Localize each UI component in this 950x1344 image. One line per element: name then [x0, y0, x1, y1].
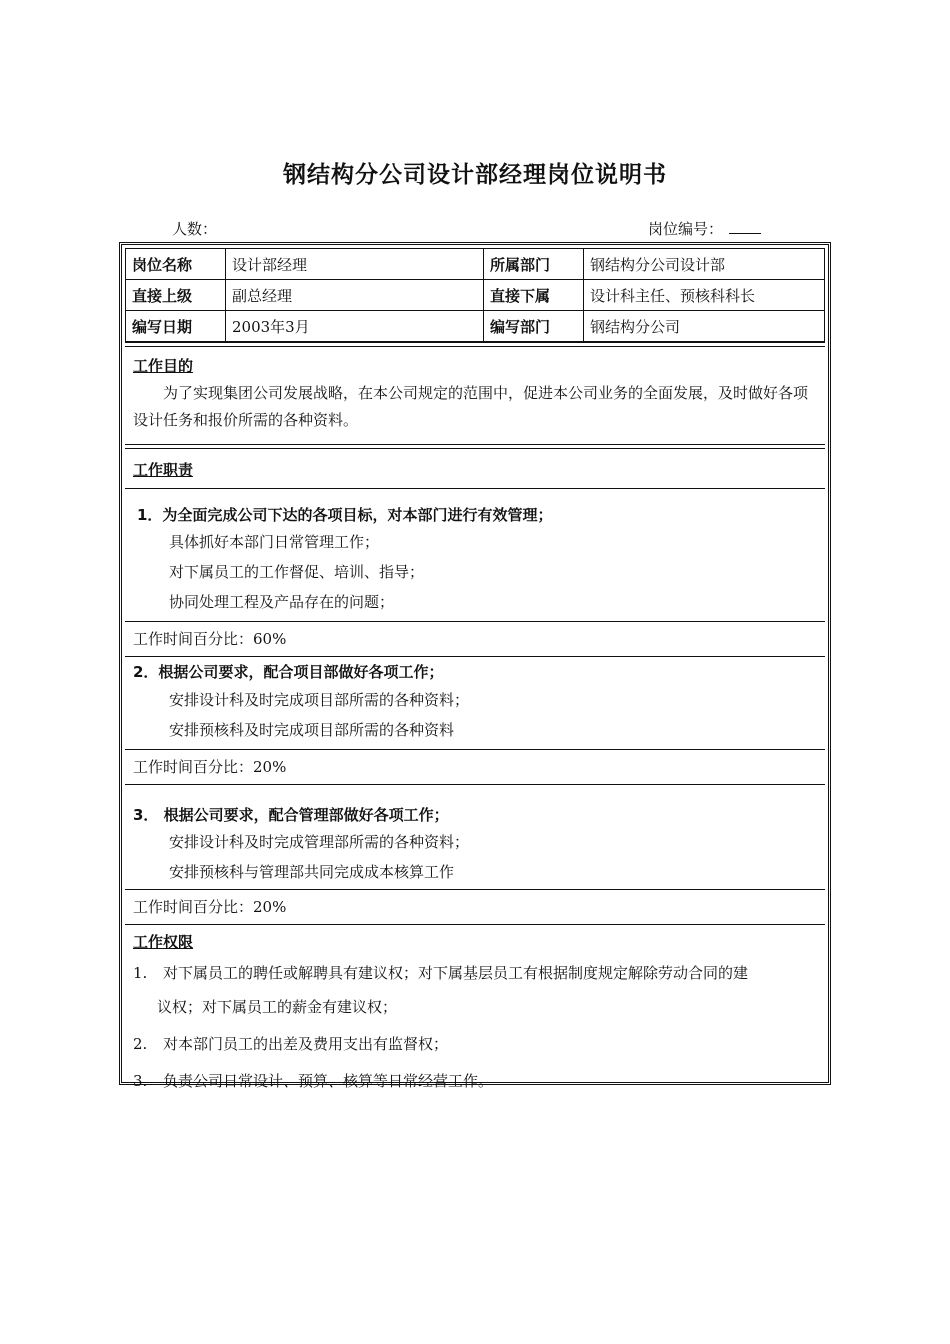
duties-heading: 工作职责 [125, 449, 825, 489]
authority-number: 1. [133, 964, 148, 982]
duties-section [125, 449, 825, 925]
authority-text: 对下属员工的聘任或解聘具有建议权；对下属基层员工有根据制度规定解除劳动合同的建 [163, 964, 749, 982]
authority-text: 负责公司日常设计、预算、核算等日常经营工作。 [163, 1072, 494, 1090]
info-label: 所属部门 [484, 249, 584, 280]
work-time-percent: 工作时间百分比：60% [125, 621, 825, 657]
position-no-label: 岗位编号： [648, 220, 724, 238]
authority-item [125, 1064, 825, 1098]
bullet-icon [133, 685, 169, 715]
work-time-percent: 工作时间百分比：20% [125, 749, 825, 785]
bullet-text: 安排预核科及时完成项目部所需的各种资料 [169, 721, 455, 739]
bullet-icon [133, 587, 169, 617]
info-row [126, 249, 825, 280]
duty-block [125, 785, 825, 925]
info-value: 2003年3月 [226, 311, 484, 342]
info-label: 编写部门 [484, 311, 584, 342]
bullet-text: 安排设计科及时完成管理部所需的各种资料； [169, 833, 470, 851]
duty-title: 1．为全面完成公司下达的各项目标，对本部门进行有效管理； [137, 506, 553, 524]
position-no-field [648, 218, 761, 239]
authority-text: 对本部门员工的出差及费用支出有监督权； [163, 1035, 449, 1053]
info-row [126, 311, 825, 342]
info-value: 副总经理 [226, 280, 484, 311]
bullet-text: 对下属员工的工作督促、培训、指导； [169, 563, 425, 581]
authority-item [125, 956, 825, 990]
info-value: 钢结构分公司设计部 [584, 249, 825, 280]
info-value: 设计科主任、预核科科长 [584, 280, 825, 311]
duty-bullet [125, 587, 825, 621]
duty-bullet [125, 857, 825, 889]
info-label: 编写日期 [126, 311, 226, 342]
info-row [126, 280, 825, 311]
info-table [125, 248, 825, 342]
headcount-label: 人数： [172, 220, 218, 238]
info-label: 直接上级 [126, 280, 226, 311]
duty-bullet [125, 715, 825, 749]
authority-item [125, 1024, 825, 1064]
bullet-text: 具体抓好本部门日常管理工作； [169, 533, 380, 551]
bullet-text: 协同处理工程及产品存在的问题； [169, 593, 395, 611]
bullet-icon [133, 557, 169, 587]
page-title: 钢结构分公司设计部经理岗位说明书 [283, 162, 667, 188]
info-value: 设计部经理 [226, 249, 484, 280]
purpose-text: 为了实现集团公司发展战略，在本公司规定的范围中，促进本公司业务的全面发展，及时做好各项设计任务和报价所需的各种资料。 [133, 384, 809, 429]
bullet-text: 安排预核科与管理部共同完成成本核算工作 [169, 863, 455, 881]
document-frame [119, 242, 831, 1090]
bullet-text: 安排设计科及时完成项目部所需的各种资料； [169, 691, 470, 709]
duty-title: 3． 根据公司要求，配合管理部做好各项工作； [133, 806, 449, 824]
duty-block [125, 489, 825, 657]
duty-bullet [125, 827, 825, 857]
work-time-percent: 工作时间百分比：20% [125, 889, 825, 925]
info-value: 钢结构分公司 [584, 311, 825, 342]
position-no-blank [729, 219, 761, 234]
duty-title: 2．根据公司要求，配合项目部做好各项工作； [133, 663, 444, 681]
bullet-icon [133, 527, 169, 557]
authority-number: 3. [133, 1072, 148, 1090]
duty-block [125, 657, 825, 785]
authority-item-continuation: 议权；对下属员工的薪金有建议权； [157, 998, 398, 1016]
info-label: 直接下属 [484, 280, 584, 311]
authority-section [125, 925, 825, 1098]
bullet-icon [133, 715, 169, 745]
duty-bullet [125, 527, 825, 557]
authority-number: 2. [133, 1035, 148, 1053]
duty-bullet [125, 685, 825, 715]
purpose-section [125, 347, 825, 445]
authority-heading: 工作权限 [133, 933, 194, 951]
bullet-icon [133, 827, 169, 857]
bullet-icon [133, 857, 169, 887]
duty-bullet [125, 557, 825, 587]
purpose-heading: 工作目的 [133, 357, 194, 375]
info-label: 岗位名称 [126, 249, 226, 280]
